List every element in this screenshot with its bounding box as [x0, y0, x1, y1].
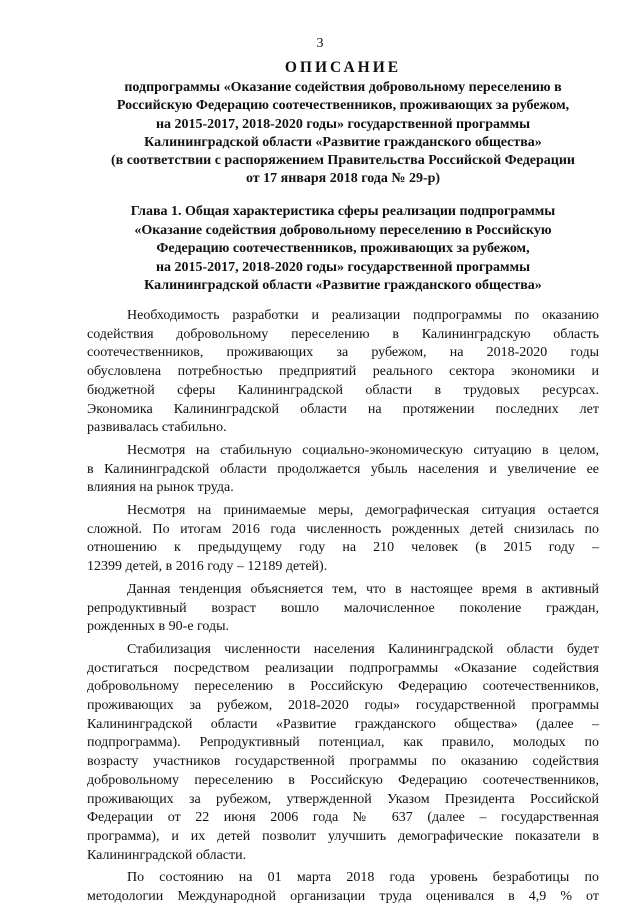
text-line: репродуктивный возраст вошло малочисленное поколение граждан, [87, 600, 599, 616]
document-heading: ОПИСАНИЕ [284, 59, 402, 76]
text-line: бюджетной сферы Калининградской области в трудовых ресурсах. [87, 382, 599, 398]
paragraph [87, 641, 599, 865]
page-number: 3 [316, 36, 324, 51]
text-line: Стабилизация численности населения Калининградской области будет [127, 641, 599, 657]
text-line: соотечественников, проживающих за рубежом, на 2018-2020 годы [87, 345, 599, 361]
text-line: Несмотря на принимаемые меры, демографическая ситуация остается [127, 503, 599, 519]
text-line: проживающих за рубежом, утвержденной Указом Президента Российской [87, 791, 599, 807]
text-line: добровольному переселению в Российскую Федерацию соотечественников, [87, 772, 599, 788]
chapter-heading-line: Федерацию соотечественников, проживающих за рубежом, [156, 241, 530, 257]
text-line: Калининградской области. [87, 847, 247, 863]
text-line: методологии Международной организации труда оценивался в 4,9 % от [87, 889, 599, 905]
text-line: По состоянию на 01 марта 2018 года уровень безработицы по [127, 870, 599, 886]
text-line: добровольному переселению в Российскую Федерацию соотечественников, [87, 679, 599, 695]
document-title-block [87, 59, 599, 189]
chapter-heading [87, 203, 599, 296]
title-line: Калининградской области «Развитие гражданского общества» [144, 134, 542, 150]
text-line: обусловлена потребностью предприятий реального сектора экономики и [87, 364, 599, 380]
text-line: Федерации от 22 июня 2006 года № 637 (далее – государственная [87, 810, 599, 826]
chapter-heading-line: «Оказание содействия добровольному переселению в Российскую [134, 222, 552, 238]
text-line: содействия добровольному переселению в Калининградскую область [87, 326, 599, 342]
text-line: подпрограмма). Репродуктивный потенциал, как правило, молодых по [87, 735, 599, 751]
text-line: Калининградской области «Развитие гражданского общества» (далее – [87, 716, 599, 732]
paragraph [87, 307, 599, 438]
paragraph [87, 581, 599, 637]
text-line: Экономика Калининградской области на протяжении последних лет [87, 401, 599, 417]
text-line: в Калининградской области продолжается убыль населения и увеличение ее [87, 461, 599, 477]
title-line: подпрограммы «Оказание содействия добровольному переселению в [124, 80, 562, 95]
title-line: от 17 января 2018 года № 29-р) [245, 171, 441, 187]
chapter-heading-line: Калининградской области «Развитие гражданского общества» [144, 278, 542, 294]
title-line: Российскую Федерацию соотечественников, проживающих за рубежом, [116, 98, 570, 114]
text-line: отношению к предыдущему году на 210 человек (в 2015 году – [87, 540, 599, 556]
paragraph [87, 869, 599, 906]
text-line: сложной. По итогам 2016 года численность рожденных детей снизилась по [87, 521, 599, 537]
text-line: развивалась стабильно. [87, 420, 227, 436]
text-line: Несмотря на стабильную социально-экономическую ситуацию в целом, [127, 442, 599, 458]
text-line: возрасту участников государственной программы по оказанию содействия [87, 754, 599, 770]
text-line: проживающих за рубежом, 2018-2020 годы» государственной программы [87, 698, 599, 714]
text-line: Необходимость разработки и реализации подпрограммы по оказанию [127, 308, 599, 323]
text-line: программа), и их детей позволит улучшить демографические показатели в [87, 828, 599, 844]
paragraph [87, 442, 599, 498]
chapter-heading-line: Глава 1. Общая характеристика сферы реализации подпрограммы [130, 204, 556, 219]
title-line: (в соответствии с распоряжением Правительства Российской Федерации [110, 153, 575, 169]
text-line: Данная тенденция объясняется тем, что в настоящее время в активный [127, 581, 599, 597]
text-line: 12399 детей, в 2016 году – 12189 детей). [87, 559, 328, 575]
chapter-heading-line: на 2015-2017, 2018-2020 годы» государственной программы [155, 259, 531, 275]
paragraph [87, 502, 599, 577]
title-line: на 2015-2017, 2018-2020 годы» государственной программы [155, 116, 531, 132]
text-line: достигаться посредством реализации подпрограммы «Оказание содействия [87, 660, 599, 676]
text-line: рожденных в 90-е годы. [87, 619, 230, 635]
body-text [87, 307, 599, 907]
text-line: влияния на рынок труда. [87, 480, 234, 496]
